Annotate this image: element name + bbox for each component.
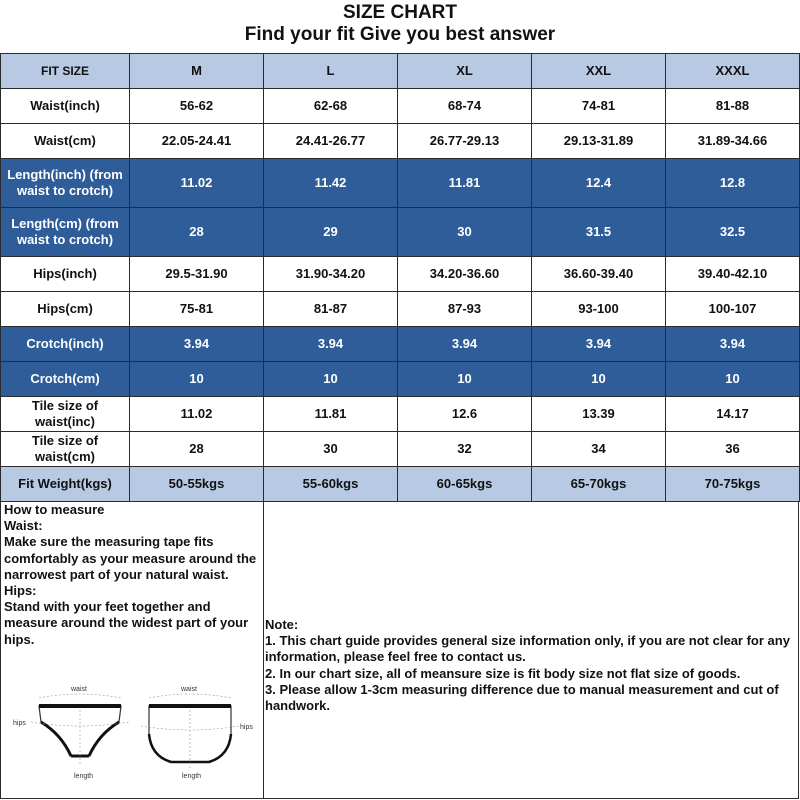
table-row: [1, 89, 800, 124]
table-cell: 30: [264, 432, 398, 467]
table-cell: 10: [666, 362, 800, 397]
table-cell: 31.5: [532, 208, 666, 257]
table-cell: 11.02: [130, 397, 264, 432]
table-row: [1, 124, 800, 159]
waist-instructions: Make sure the measuring tape fits comfortably as your measure around the narrowest part of your natural waist.: [4, 534, 257, 582]
table-cell: 28: [130, 432, 264, 467]
table-cell: 56-62: [130, 89, 264, 124]
header-cell: FIT SIZE: [1, 54, 130, 89]
notes-text: [265, 617, 795, 714]
table-cell: 65-70kgs: [532, 467, 666, 502]
table-cell: 14.17: [666, 397, 800, 432]
table-cell: 29: [264, 208, 398, 257]
brief-back-illustration: [141, 694, 239, 770]
table-row: [1, 432, 800, 467]
measurement-diagram: [9, 684, 259, 784]
table-row: [1, 362, 800, 397]
hips-instructions: Stand with your feet together and measure around the widest part of your hips.: [4, 599, 249, 647]
table-cell: 50-55kgs: [130, 467, 264, 502]
table-cell: 100-107: [666, 292, 800, 327]
row-label: Fit Weight(kgs): [1, 467, 130, 502]
table-cell: 12.4: [532, 159, 666, 208]
table-cell: 3.94: [398, 327, 532, 362]
table-row: [1, 327, 800, 362]
row-label: Length(cm) (from waist to crotch): [1, 208, 130, 257]
table-row: [1, 467, 800, 502]
waist-label-front: waist: [71, 686, 87, 693]
table-cell: 55-60kgs: [264, 467, 398, 502]
table-cell: 11.42: [264, 159, 398, 208]
table-cell: 3.94: [130, 327, 264, 362]
table-cell: 36.60-39.40: [532, 257, 666, 292]
note-item: 1. This chart guide provides general size information only, if you are not clear for any information, please feel free to contact us.: [265, 633, 790, 665]
table-cell: 24.41-26.77: [264, 124, 398, 159]
table-cell: 11.02: [130, 159, 264, 208]
how-to-measure-text: [4, 502, 260, 648]
table-cell: 93-100: [532, 292, 666, 327]
row-label: Waist(inch): [1, 89, 130, 124]
hips-label-front: hips: [13, 720, 26, 727]
row-label: Tile size of waist(inc): [1, 397, 130, 432]
table-cell: 3.94: [264, 327, 398, 362]
table-cell: 81-87: [264, 292, 398, 327]
table-cell: 34.20-36.60: [398, 257, 532, 292]
table-cell: 81-88: [666, 89, 800, 124]
bottom-section: [0, 502, 800, 800]
row-label: Length(inch) (from waist to crotch): [1, 159, 130, 208]
table-cell: 87-93: [398, 292, 532, 327]
table-cell: 29.5-31.90: [130, 257, 264, 292]
table-cell: 32.5: [666, 208, 800, 257]
waist-label-back: waist: [181, 686, 197, 693]
table-cell: 22.05-24.41: [130, 124, 264, 159]
header-cell: M: [130, 54, 264, 89]
table-cell: 10: [398, 362, 532, 397]
how-to-heading: How to measure: [4, 502, 105, 517]
table-row: [1, 257, 800, 292]
table-cell: 36: [666, 432, 800, 467]
header-cell: L: [264, 54, 398, 89]
table-cell: 68-74: [398, 89, 532, 124]
page-subtitle: Find your fit Give you best answer: [244, 24, 556, 45]
table-row: [1, 292, 800, 327]
hips-label: Hips:: [4, 583, 37, 599]
table-header-row: [1, 54, 800, 89]
table-cell: 62-68: [264, 89, 398, 124]
header-cell: XXXL: [666, 54, 800, 89]
table-cell: 3.94: [666, 327, 800, 362]
notes-heading: Note:: [265, 617, 299, 632]
hips-label-back: hips: [240, 724, 253, 731]
table-cell: 32: [398, 432, 532, 467]
header-cell: XXL: [532, 54, 666, 89]
table-row: [1, 397, 800, 432]
row-label: Hips(cm): [1, 292, 130, 327]
note-item: 2. In our chart size, all of meansure size is fit body size not flat size of goods.: [265, 665, 741, 681]
table-cell: 30: [398, 208, 532, 257]
table-cell: 31.90-34.20: [264, 257, 398, 292]
table-cell: 60-65kgs: [398, 467, 532, 502]
table-cell: 10: [532, 362, 666, 397]
table-row: [1, 159, 800, 208]
length-label-front: length: [74, 773, 94, 780]
note-item: 3. Please allow 1-3cm measuring difference due to manual measurement and cut of handwork.: [265, 681, 779, 714]
row-label: Crotch(inch): [1, 327, 130, 362]
table-cell: 26.77-29.13: [398, 124, 532, 159]
table-cell: 3.94: [532, 327, 666, 362]
table-cell: 10: [130, 362, 264, 397]
row-label: Hips(inch): [1, 257, 130, 292]
length-label-back: length: [182, 773, 202, 780]
table-cell: 11.81: [398, 159, 532, 208]
page-title: SIZE CHART: [343, 2, 457, 23]
table-cell: 10: [264, 362, 398, 397]
row-label: Crotch(cm): [1, 362, 130, 397]
table-cell: 34: [532, 432, 666, 467]
how-to-measure-panel: [0, 502, 264, 799]
table-cell: 28: [130, 208, 264, 257]
table-cell: 31.89-34.66: [666, 124, 800, 159]
table-cell: 39.40-42.10: [666, 257, 800, 292]
brief-front-illustration: [31, 694, 129, 764]
table-cell: 11.81: [264, 397, 398, 432]
table-cell: 70-75kgs: [666, 467, 800, 502]
size-chart-table: [0, 53, 800, 502]
row-label: Waist(cm): [1, 124, 130, 159]
table-row: [1, 208, 800, 257]
table-cell: 75-81: [130, 292, 264, 327]
table-cell: 74-81: [532, 89, 666, 124]
waist-label: Waist:: [4, 518, 43, 534]
table-cell: 29.13-31.89: [532, 124, 666, 159]
table-cell: 12.8: [666, 159, 800, 208]
row-label: Tile size of waist(cm): [1, 432, 130, 467]
table-cell: 12.6: [398, 397, 532, 432]
notes-panel: [262, 502, 799, 799]
header-cell: XL: [398, 54, 532, 89]
table-cell: 13.39: [532, 397, 666, 432]
